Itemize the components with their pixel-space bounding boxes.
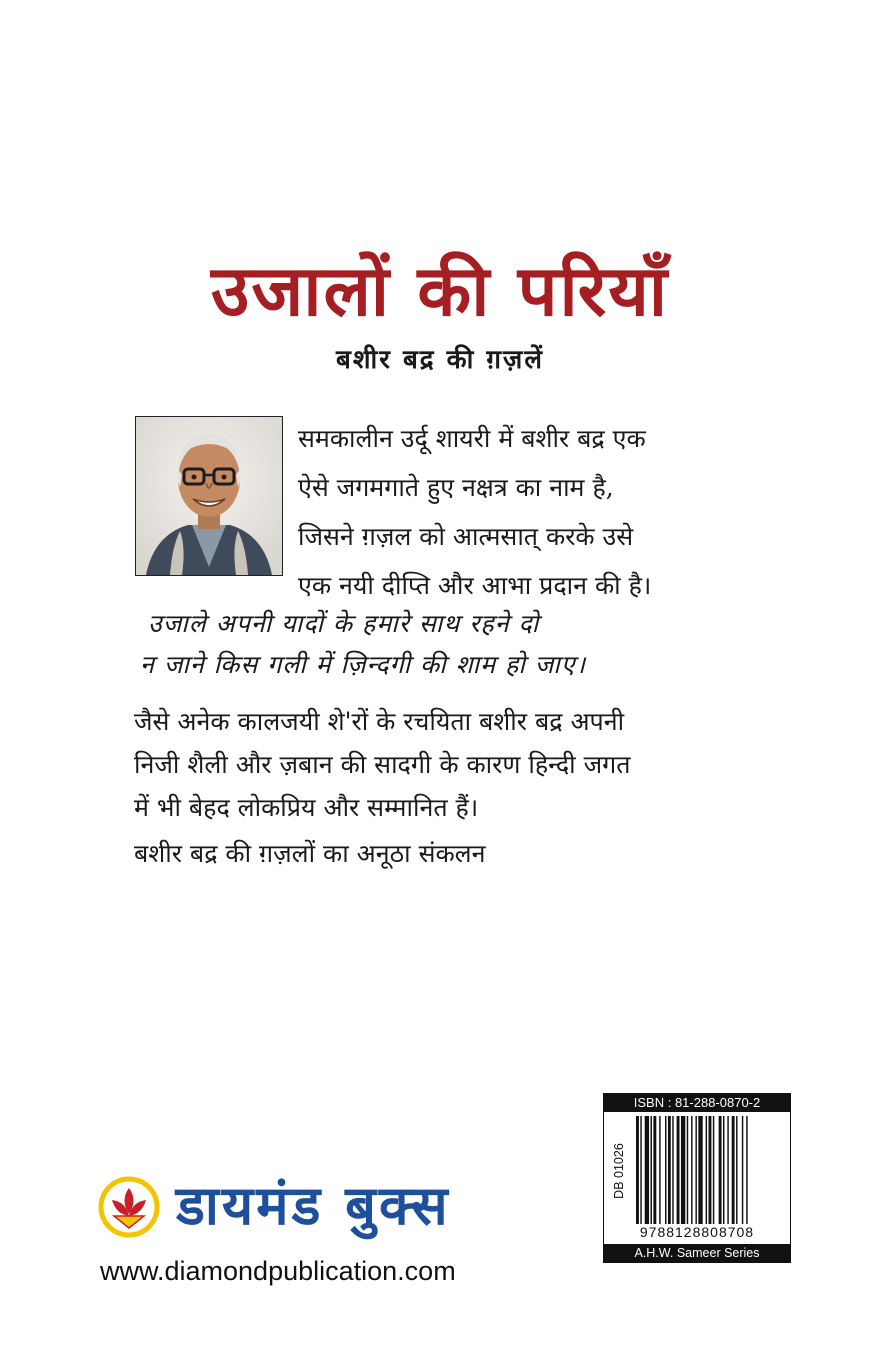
- barcode-panel: [603, 1093, 791, 1263]
- couplet: [140, 603, 720, 685]
- barcode-bar: [640, 1116, 641, 1224]
- barcode-bar: [746, 1116, 747, 1224]
- barcode-bar: [677, 1116, 680, 1224]
- barcode-bar: [687, 1116, 688, 1224]
- barcode-bar: [713, 1116, 714, 1224]
- barcode-bar: [736, 1116, 737, 1224]
- intro-line: एक नयी दीप्ति और आभा प्रदान की है।: [298, 571, 652, 600]
- barcode-bar: [709, 1116, 712, 1224]
- publisher-name: डायमंड बुक्स: [176, 1174, 451, 1237]
- barcode-bar: [665, 1116, 666, 1224]
- barcode-bar: [698, 1116, 702, 1224]
- isbn-label: ISBN : 81-288-0870-2: [604, 1094, 790, 1112]
- author-photo: [135, 416, 283, 576]
- barcode-bar: [653, 1116, 656, 1224]
- series-label: A.H.W. Sameer Series: [604, 1244, 790, 1262]
- barcode-bar: [706, 1116, 707, 1224]
- body-paragraph: [134, 700, 714, 829]
- intro-line: जिसने ग़ज़ल को आत्मसात् करके उसे: [298, 522, 634, 551]
- tagline: बशीर बद्र की ग़ज़लों का अनूठा संकलन: [134, 839, 486, 868]
- book-title: उजालों की परियाँ: [211, 250, 669, 332]
- barcode-bar: [695, 1116, 696, 1224]
- barcode-bar: [742, 1116, 743, 1224]
- body-line: में भी बेहद लोकप्रिय और सम्मानित हैं।: [134, 793, 479, 822]
- barcode-bar: [681, 1116, 685, 1224]
- body-line: जैसे अनेक कालजयी शे'रों के रचयिता बशीर बद्र अपनी: [134, 707, 625, 736]
- lotus-logo-icon: [98, 1176, 160, 1238]
- publisher-website[interactable]: www.diamondpublication.com: [100, 1256, 456, 1286]
- barcode-bars: [636, 1116, 782, 1224]
- barcode-bar: [732, 1116, 735, 1224]
- barcode-bar: [723, 1116, 724, 1224]
- barcode-bar: [636, 1116, 639, 1224]
- barcode-bar: [668, 1116, 671, 1224]
- intro-line: ऐसे जगमगाते हुए नक्षत्र का नाम है,: [298, 473, 614, 502]
- couplet-line: न जाने किस गली में ज़िन्दगी की शाम हो जाए।: [140, 650, 587, 679]
- barcode-bar: [672, 1116, 673, 1224]
- barcode-bar: [691, 1116, 692, 1224]
- book-subtitle: बशीर बद्र की ग़ज़लें: [336, 345, 544, 375]
- body-line: निजी शैली और ज़बान की सादगी के कारण हिन्दी जगत: [134, 750, 631, 779]
- intro-line: समकालीन उर्दू शायरी में बशीर बद्र एक: [298, 424, 646, 453]
- couplet-line: उजाले अपनी यादों के हमारे साथ रहने दो: [148, 609, 540, 638]
- barcode-bar: [659, 1116, 660, 1224]
- barcode-number: 9788128808708: [639, 1224, 755, 1240]
- intro-paragraph: [298, 414, 708, 610]
- barcode-bar: [719, 1116, 722, 1224]
- catalog-code: DB 01026: [612, 1143, 626, 1199]
- author-portrait-icon: [136, 417, 282, 575]
- barcode-bar: [645, 1116, 649, 1224]
- barcode-bar: [727, 1116, 728, 1224]
- barcode-bar: [651, 1116, 652, 1224]
